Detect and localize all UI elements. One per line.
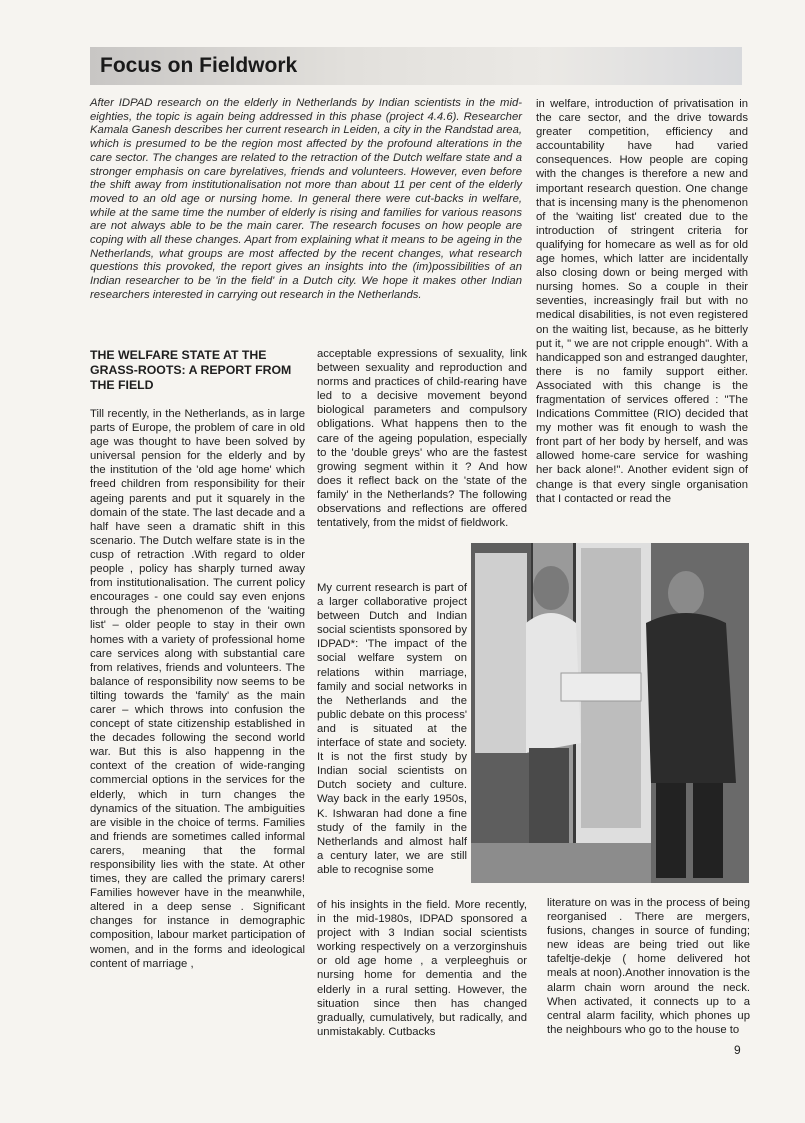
column-2-bottom-text [317,898,527,1039]
body-paragraph: My current research is part of a larger collaborative project between Dutch and Indian social scientists sponsored by IDPAD*: 'The impact of the social welfare system on relations within marriage, family and social networks in the Netherlands and the public debate on this process' and is situated at the interface of state and society. It is not the first study by Indian social scientists on Dutch society and culture. Way back in the early 1950s, K. Ishwaran had done a fine study of the family in the Netherlands and almost half a century later, we are still able to recognise some [317,582,467,876]
column-2-mid-text [317,581,467,877]
page-number: 9 [734,1043,741,1057]
section-banner [90,47,742,85]
column-3-top-text [536,97,748,506]
body-paragraph: literature on was in the process of being reorganised . There are mergers, fusions, changes in source of funding; new ideas are being tried out like tafeltje-dekje ( home delivered hot meals at noon).Another innovation is the alarm chain worn around the neck. When activated, it connects up to a central alarm facility, which phones up the neighbours who go to the house to [547,897,750,1036]
body-paragraph: of his insights in the field. More recently, in the mid-1980s, IDPAD sponsored a project with 3 Indian social scientists working respectively on a verzorginshuis or old age home , a verpleeghuis or nursing home for dementia and the elderly in a rural setting. However, the situation since then has changed gradually, cumulatively, but radically, and unmistakably. Cutbacks [317,899,527,1038]
intro-paragraph: After IDPAD research on the elderly in Netherlands by Indian scientists in the mid-eighties, the topic is again being addressed in this phase (project 4.4.6). Researcher Kamala Ganesh describes her current research in Leiden, a city in the Randstad area, which is presumed to be the region most affected by the profound alterations in the care sector. The changes are related to the retraction of the Dutch welfare state and a stronger emphasis on care byrelatives, friends and volunteers. However, even before the shift away from institutionalisation not more than about 11 per cent of the elderly moved to an old age or nursing home. In general there were cut-backs in welfare, while at the same time the number of elderly is rising and families for various reasons are not always able to be the main carer. The research focuses on how people are coping with all these changes. Apart from explaining what it means to be ageing in the Netherlands, what groups are most affected by the recent changes, what research questions this provoked, the report gives an insights into the (im)possibilities of an Indian researcher to be 'in the field' in a Dutch city. We hope it makes other Indian researchers interested in carrying out research in the Netherlands. [90,97,522,301]
body-paragraph: Till recently, in the Netherlands, as in large parts of Europe, the problem of care in old age was thought to have been solved by universal pension for the elderly and by the institution of the 'old age home' which freed children from responsibility for their ageing parents and put it squarely in the domain of the state. The last decade and a half have seen a dramatic shift in this scenario. The Dutch welfare state is in the cusp of retraction .With regard to older people , policy has sharply turned away from institutionalisation. The current policy encourages - one could say even enjons through the phenomenon of the 'waiting list' – older people to stay in their own homes with a variety of professional home care services along with substantial care from relatives, friends and volunteers. The balance of responsibility now seems to be tilting towards the 'family' as the main carer – which throws into confusion the concept of state citizenship established in the decades following the second world war. But this is also happenng in the context of the creation of wide-ranging commercial options in the services for the elderly, which in turn changes the dynamics of the situation. The ambiguities are visible in the choice of terms. Families and friends are sometimes called informal carers, meaning that the formal responsibility lies with the state. At other times, they are called the primary carers! Families however have in the meanwhile, altered in a deep sense . Significant changes for instance in demographic composition, labour market participation of women, and in the forms and ideological content of marriage , [90,408,305,970]
column-2-top-text [317,347,527,530]
section-title: Focus on Fieldwork [100,54,298,77]
body-paragraph: acceptable expressions of sexuality, link between sexuality and reproduction and norms and practices of child-rearing have led to a decisive movement beyond biological parameters and compulsory obligations. What happens then to the care of the ageing population, especially to the 'double greys' who are the fastest growing segment within it ? And how does it reflect back on the 'state of the family' in the Netherlands? The following observations and reflections are offered tentatively, from the midst of fieldwork. [317,348,527,530]
article-heading: THE WELFARE STATE AT THE GRASS-ROOTS: A REPORT FROM THE FIELD [90,348,292,392]
column-1-text [90,407,305,971]
column-3-bottom-text [547,896,750,1037]
fieldwork-photo [471,543,749,883]
body-paragraph: in welfare, introduction of privatisation in the care sector, and the drive towards greater competition, efficiency and accountability have had varied consequences. How people are coping with the changes is therefore a new and important research question. One change that is incensing many is the phenomenon of the 'waiting list' created due to the introduction of stringent criteria for qualifying for homecare as well as for old age homes, which latter are incidentally also closing down or being merged with nursing homes. So a couple in their seventies, increasingly frail but with no medical disabilities, is not even registered on the waiting list, because, as he bitterly put it, " we are not cripple enough". With a handicapped son and estranged daughter, there is no family support either. Associated with this change is the fragmentation of services offered : "The Indications Committee (RIO) decided that my mother was fit enough to wash the front part of her body by herself, and was allowed home-care service for washing her back alone!". Another evident sign of change is that every single organisation that I contacted or read the [536,98,748,505]
